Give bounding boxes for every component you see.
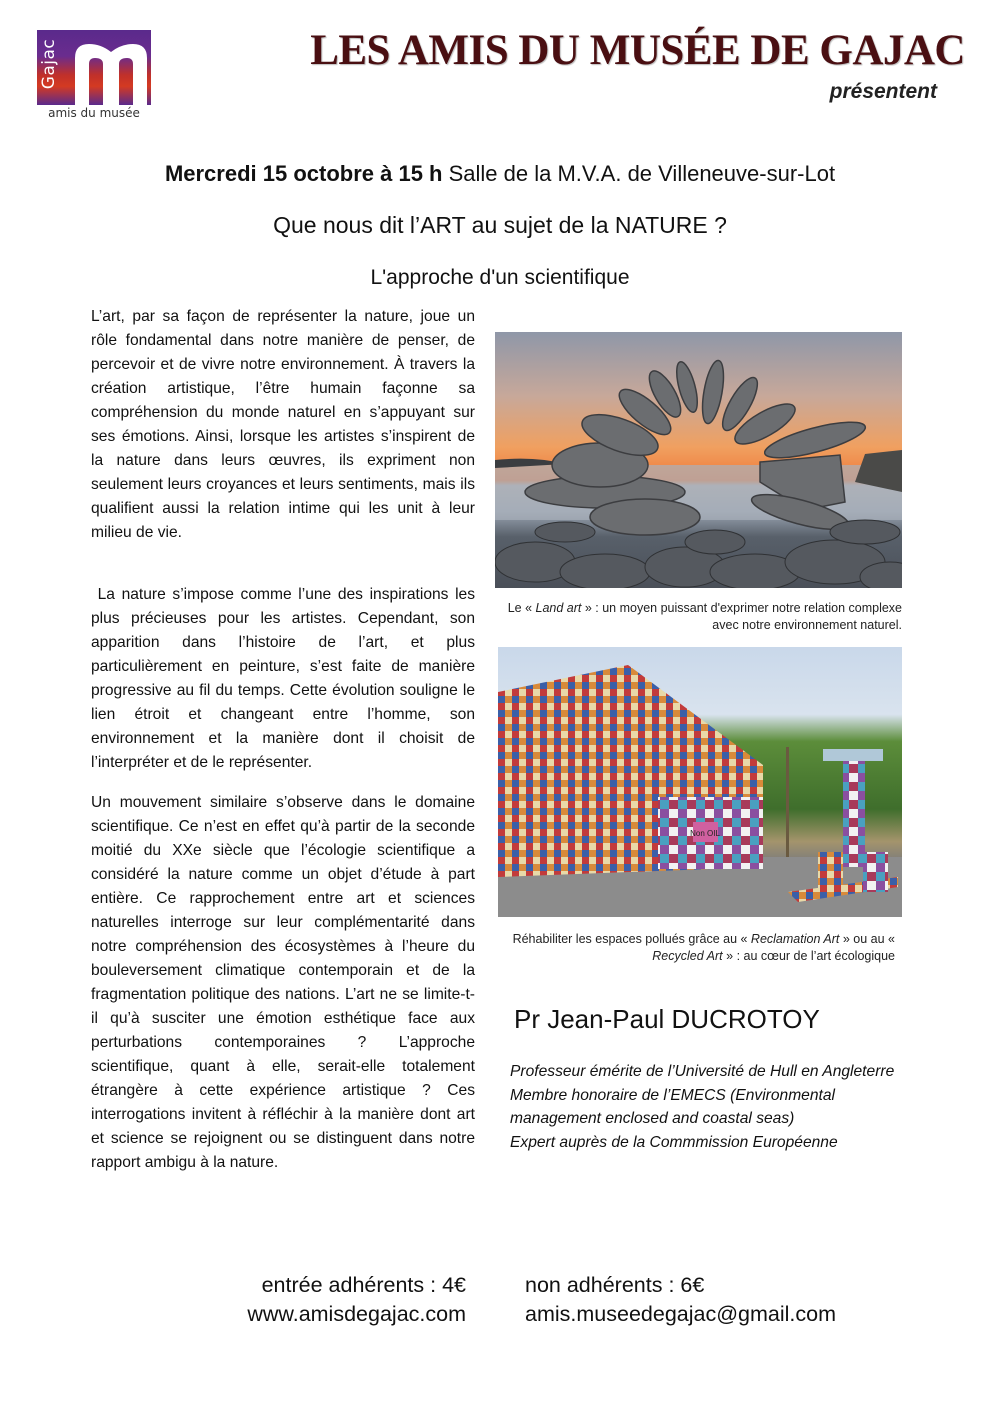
price-members: entrée adhérents : 4€ <box>261 1273 466 1297</box>
caption-text: Réhabiliter les espaces pollués grâce au « <box>512 932 751 946</box>
caption-text: » : au cœur de l’art écologique <box>722 949 895 963</box>
body-paragraph-1 <box>91 305 475 545</box>
recycled-art-photo <box>498 647 902 917</box>
caption-text: » ou au « <box>839 932 895 946</box>
presents-label: présentent <box>829 80 937 103</box>
talk-subtitle: L'approche d'un scientifique <box>370 266 630 289</box>
speaker-bio <box>510 1060 950 1154</box>
recycled-art-caption <box>490 931 895 965</box>
speaker-name: Pr Jean-Paul DUCROTOY <box>514 1004 820 1034</box>
paragraph-text: La nature s’impose comme l’une des inspirations les plus précieuses pour les artistes. Cependant, son apparition dans l’histoire de l’art, et plus particulièrement en peinture, s’est faite de manière progressive au fil du temps. Cette évolution souligne le lien étroit et changeant entre l’homme, son environnement et la manière dont il choisit de l’interpréter et de le représenter. <box>91 586 480 771</box>
logo-vertical-text: Gajac <box>39 38 59 90</box>
logo-m-icon <box>71 40 151 105</box>
event-date-time: Mercredi 15 octobre à 15 h <box>164 161 443 186</box>
patchwork-building-icon <box>498 647 902 917</box>
stone-arch-icon <box>495 332 902 588</box>
speaker-bio-line: management enclosed and coastal seas) <box>510 1110 795 1127</box>
caption-text: Le « <box>507 601 536 615</box>
land-art-caption <box>490 600 902 634</box>
event-venue: Salle de la M.V.A. de Villeneuve-sur-Lot <box>442 161 836 186</box>
event-date-venue <box>0 161 1000 187</box>
speaker-bio-line: Professeur émérite de l’Université de Hull en Angleterre <box>510 1063 895 1080</box>
caption-italic: Land art <box>535 601 582 615</box>
body-paragraph-3 <box>91 791 475 1175</box>
speaker-bio-line: Membre honoraire de l’EMECS (Environmental <box>510 1086 836 1104</box>
land-art-photo <box>495 332 902 588</box>
paragraph-text: L’art, par sa façon de représenter la nature, joue un rôle fondamental dans notre manière de penser, de percevoir et de vivre notre environnement. À travers la création artistique, l’être humain façonne sa compréhension du monde naturel en s’appuyant sur ses émotions. Ainsi, lorsque les artistes s’inspirent de la nature dans leurs œuvres, ils expriment non seulement leurs croyances et leurs sentiments, mais ils qualifient aussi la relation intime qui les unit à leur milieu de vie. <box>91 308 475 541</box>
price-non-members: non adhérents : 6€ <box>525 1273 705 1297</box>
talk-title: Que nous dit l’ART au sujet de la NATURE ? <box>273 212 727 238</box>
body-paragraph-2 <box>91 583 480 775</box>
website-link[interactable]: www.amisdegajac.com <box>247 1302 466 1326</box>
logo-tagline: amis du musée <box>48 106 140 120</box>
organization-title: LES AMIS DU MUSÉE DE GAJAC <box>310 27 965 74</box>
caption-text: » : un moyen puissant d'exprimer notre relation complexe avec notre environnement naturel. <box>581 601 902 632</box>
caption-italic: Reclamation Art <box>750 932 840 946</box>
caption-italic: Recycled Art <box>652 949 723 963</box>
email-link[interactable]: amis.museedegajac@gmail.com <box>525 1302 837 1326</box>
paragraph-text: Un mouvement similaire s’observe dans le domaine scientifique. Ce n’est en effet qu’à partir de la seconde moitié du XXe siècle que l’écologie scientifique a considéré la nature comme un objet d’étude à part entière. Ce rapprochement entre art et sciences naturelles interroge sur leur complémentarité dans notre compréhension des écosystèmes à l’heure du bouleversement climatique contemporain et de la fragmentation politique des nations. L’art ne se limite-t-il qu’à susciter une émotion esthétique face aux perturbations contemporaines ? L’approche scientifique, quant à elle, serait-elle totalement étrangère à cette expérience artistique ? Ces interrogations invitent à réfléchir à la manière dont art et science se rejoignent ou se distinguent dans notre rapport ambigu à la nature. <box>91 794 475 1171</box>
speaker-bio-line: Expert auprès de la Commmission Européenne <box>510 1133 838 1151</box>
logo <box>37 30 151 120</box>
sign-text: Non OIL <box>690 829 720 838</box>
